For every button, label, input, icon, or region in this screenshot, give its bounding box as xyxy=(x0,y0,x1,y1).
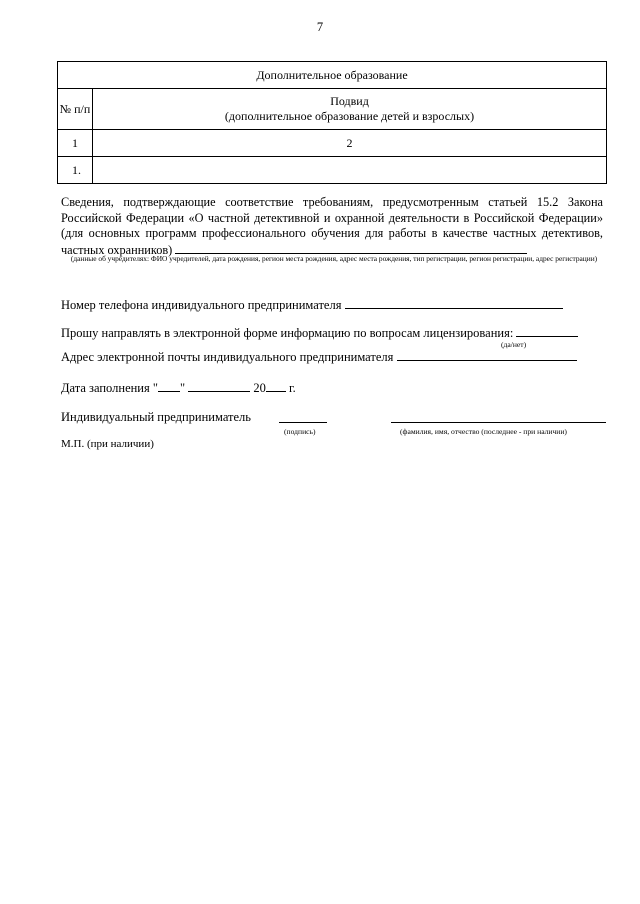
subtype-header-cell xyxy=(93,89,607,130)
page-number: 7 xyxy=(316,20,324,34)
education-table xyxy=(57,61,607,184)
column-number-1: 1 xyxy=(58,130,93,157)
date-quote: " xyxy=(179,381,186,395)
email-line xyxy=(61,349,577,365)
column-number-row xyxy=(58,130,607,157)
electronic-label: Прошу направлять в электронной форме информацию по вопросам лицензирования: xyxy=(61,326,514,340)
founders-data-field[interactable] xyxy=(175,242,527,254)
date-month-field[interactable] xyxy=(188,380,250,392)
electronic-line xyxy=(61,325,578,341)
requirements-text: Сведения, подтверждающие соответствие требованиям, предусмотренным статьей 15.2 Закона Российской Федерации «О частной детективной и охранной деятельности в Российской Федерации» (для основных программ профессионального обучения для работы в качестве частных детективов, частных охранников) xyxy=(61,195,603,257)
founders-data-hint: (данные об учредителях: ФИО учредителей, дата рождения, регион места рождения, адрес места рождения, тип регистрации, регион регистрации, адрес регистрации) xyxy=(70,254,598,263)
signature-line xyxy=(61,410,251,425)
row-value-field[interactable] xyxy=(93,157,607,184)
table-header-row xyxy=(58,89,607,130)
subtype-header: Подвид xyxy=(330,94,369,108)
date-line xyxy=(61,380,296,396)
email-field[interactable] xyxy=(397,349,577,361)
requirements-info xyxy=(61,195,603,258)
date-day-field[interactable] xyxy=(158,380,180,392)
table-title: Дополнительное образование xyxy=(58,62,607,89)
table-row xyxy=(58,157,607,184)
email-label: Адрес электронной почты индивидуального предпринимателя xyxy=(61,350,394,364)
signature-field[interactable] xyxy=(279,411,327,423)
date-year-prefix: 20 xyxy=(253,381,266,395)
date-year-field[interactable] xyxy=(266,380,286,392)
phone-label: Номер телефона индивидуального предпринимателя xyxy=(61,298,342,312)
phone-line xyxy=(61,297,563,313)
date-year-suffix: г. xyxy=(288,381,296,395)
full-name-field[interactable] xyxy=(391,411,606,423)
signature-hint: (подпись) xyxy=(284,427,316,436)
row-number: 1. xyxy=(58,157,93,184)
phone-field[interactable] xyxy=(345,297,563,309)
electronic-hint: (да/нет) xyxy=(501,340,527,349)
electronic-choice-field[interactable] xyxy=(516,325,578,337)
table-title-row xyxy=(58,62,607,89)
subtype-subheader: (дополнительное образование детей и взрослых) xyxy=(224,109,475,123)
date-label: Дата заполнения " xyxy=(61,381,158,395)
num-header: № п/п xyxy=(58,89,93,130)
stamp-label: М.П. (при наличии) xyxy=(61,438,154,450)
signature-label: Индивидуальный предприниматель xyxy=(61,410,251,424)
full-name-hint: (фамилия, имя, отчество (последнее - при наличии) xyxy=(400,427,567,436)
column-number-2: 2 xyxy=(93,130,607,157)
